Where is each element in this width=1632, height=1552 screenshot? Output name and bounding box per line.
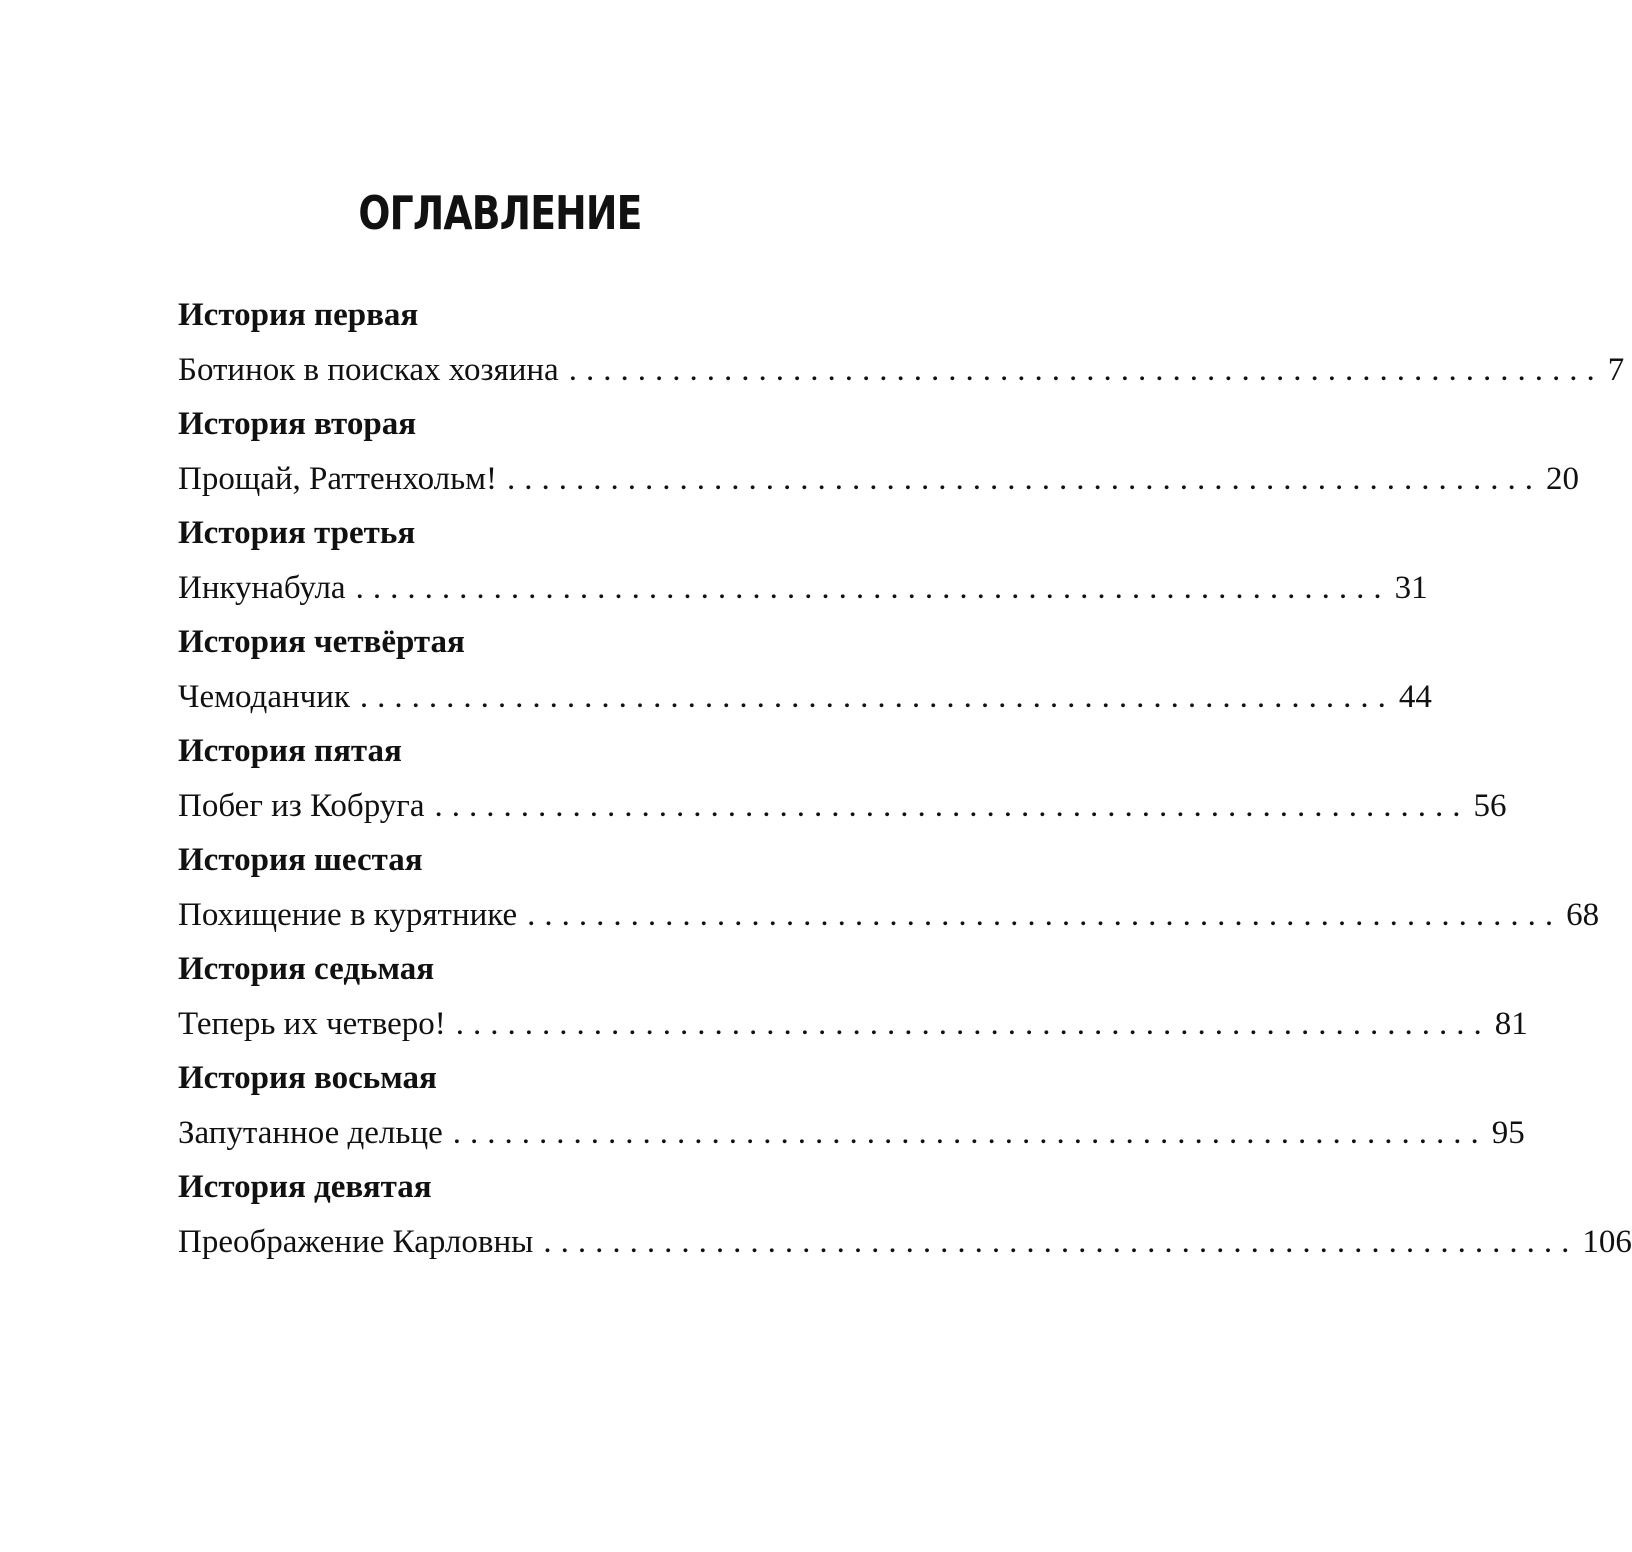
toc-page-number: 95 <box>1491 1114 1525 1151</box>
toc-entry <box>178 670 1432 725</box>
toc-part-heading: История четвёртая <box>178 624 465 660</box>
toc-entry <box>178 452 1580 507</box>
toc-entry <box>178 1215 1632 1270</box>
toc-leader-dots: ............................................................ <box>568 351 1604 388</box>
toc-chapter-title: Чемоданчик <box>178 678 350 715</box>
toc-entry <box>178 997 1528 1052</box>
toc-leader-dots: ............................................................ <box>359 678 1395 715</box>
toc-leader-dots: ............................................................ <box>543 1223 1579 1260</box>
toc-part-heading: История восьмая <box>178 1060 437 1096</box>
toc-page-number: 31 <box>1394 569 1428 606</box>
page-title: ОГЛАВЛЕНИЕ <box>358 186 642 240</box>
table-of-contents <box>178 288 1632 1269</box>
toc-part-heading: История шестая <box>178 842 423 878</box>
toc-chapter-title: Преображение Карловны <box>178 1223 534 1260</box>
toc-entry <box>178 1106 1525 1161</box>
toc-page-number: 7 <box>1607 351 1625 388</box>
toc-leader-dots: ............................................................ <box>452 1114 1488 1151</box>
toc-part-heading: История девятая <box>178 1169 432 1205</box>
toc-chapter-title: Побег из Кобруга <box>178 787 425 824</box>
toc-entry <box>178 779 1507 834</box>
toc-chapter-title: Запутанное дельце <box>178 1114 443 1151</box>
toc-leader-dots: ............................................................ <box>355 569 1391 606</box>
toc-part-heading: История пятая <box>178 733 402 769</box>
toc-chapter-title: Ботинок в поисках хозяина <box>178 351 559 388</box>
toc-part-heading: История первая <box>178 297 419 333</box>
toc-page-number: 68 <box>1566 896 1600 933</box>
toc-leader-dots: ............................................................ <box>507 460 1543 497</box>
toc-part-heading: История седьмая <box>178 951 435 987</box>
toc-page-number: 20 <box>1546 460 1580 497</box>
toc-chapter-title: Похищение в курятнике <box>178 896 518 933</box>
toc-entry <box>178 343 1625 398</box>
toc-chapter-title: Прощай, Раттенхольм! <box>178 460 498 497</box>
toc-page-number: 44 <box>1398 678 1432 715</box>
toc-part-heading: История третья <box>178 515 416 551</box>
toc-chapter-title: Инкунабула <box>178 569 346 606</box>
toc-leader-dots: ............................................................ <box>527 896 1563 933</box>
toc-chapter-title: Теперь их четверо! <box>178 1005 446 1042</box>
toc-entry <box>178 561 1428 616</box>
toc-leader-dots: ............................................................ <box>455 1005 1491 1042</box>
toc-leader-dots: ............................................................ <box>434 787 1470 824</box>
toc-part-heading: История вторая <box>178 406 417 442</box>
toc-page-number: 81 <box>1494 1005 1528 1042</box>
toc-entry <box>178 888 1600 943</box>
toc-page-number: 56 <box>1473 787 1507 824</box>
toc-page-number: 106 <box>1582 1223 1632 1260</box>
